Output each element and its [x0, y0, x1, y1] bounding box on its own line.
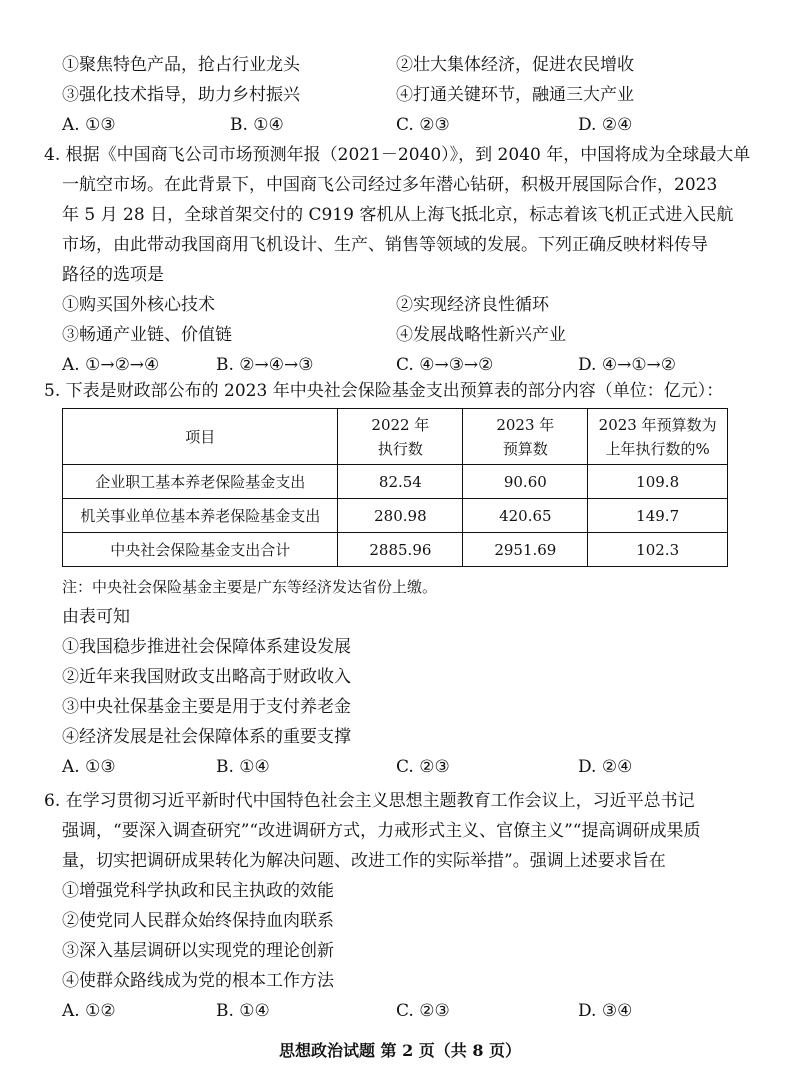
q3-choice-a[interactable]: A. ①③ — [62, 115, 116, 135]
table-header-2022 — [338, 409, 463, 465]
q3-option-4: ④打通关键环节，融通三大产业 — [396, 85, 634, 105]
table-cell: 420.65 — [463, 499, 588, 533]
q4-option-3: ③畅通产业链、价值链 — [62, 325, 232, 345]
q6-choice-b[interactable]: B. ①④ — [216, 1001, 270, 1021]
table-header-row — [63, 409, 728, 465]
q5-lead: 由表可知 — [62, 607, 130, 627]
q6-stem-line-3: 量，切实把调研成果转化为解决问题、改进工作的实际举措”。强调上述要求旨在 — [62, 851, 666, 871]
table-header-2023 — [463, 409, 588, 465]
q4-stem-line-1: 4. 根据《中国商飞公司市场预测年报（2021－2040）》，到 2040 年，中国将成为全球最大单 — [44, 145, 751, 165]
table-header-item: 项目 — [63, 409, 338, 465]
q5-option-4: ④经济发展是社会保障体系的重要支撑 — [62, 727, 351, 747]
q5-stem: 5. 下表是财政部公布的 2023 年中央社会保险基金支出预算表的部分内容（单位：亿元）： — [44, 381, 724, 401]
q4-stem-line-3: 年 5 月 28 日，全球首架交付的 C919 客机从上海飞抵北京，标志着该飞机正式进入民航 — [62, 205, 734, 225]
q3-option-1: ①聚焦特色产品，抢占行业龙头 — [62, 55, 300, 75]
table-cell: 中央社会保险基金支出合计 — [63, 533, 338, 567]
q4-option-4: ④发展战略性新兴产业 — [396, 325, 566, 345]
q3-option-2: ②壮大集体经济，促进农民增收 — [396, 55, 634, 75]
q3-choice-b[interactable]: B. ①④ — [230, 115, 284, 135]
page-footer: 思想政治试题 第 2 页（共 8 页） — [278, 1041, 522, 1060]
table-row — [63, 499, 728, 533]
q5-choice-c[interactable]: C. ②③ — [396, 757, 450, 777]
q6-choice-c[interactable]: C. ②③ — [396, 1001, 450, 1021]
q6-option-1: ①增强党科学执政和民主执政的效能 — [62, 881, 334, 901]
table-cell: 2951.69 — [463, 533, 588, 567]
table-cell: 280.98 — [338, 499, 463, 533]
q4-stem-line-4: 市场，由此带动我国商用飞机设计、生产、销售等领域的发展。下列正确反映材料传导 — [62, 235, 708, 255]
q3-choice-d[interactable]: D. ②④ — [578, 115, 633, 135]
q4-option-1: ①购买国外核心技术 — [62, 295, 215, 315]
table-row — [63, 533, 728, 567]
table-cell: 149.7 — [588, 499, 728, 533]
table-cell: 82.54 — [338, 465, 463, 499]
table-cell: 90.60 — [463, 465, 588, 499]
table-header-ratio — [588, 409, 728, 465]
q6-stem-line-2: 强调，“要深入调查研究”“改进调研方式，力戒形式主义、官僚主义”“提高调研成果质 — [62, 821, 701, 841]
q6-option-4: ④使群众路线成为党的根本工作方法 — [62, 971, 334, 991]
q5-note: 注：中央社会保险基金主要是广东等经济发达省份上缴。 — [62, 578, 438, 596]
table-cell: 102.3 — [588, 533, 728, 567]
q5-option-1: ①我国稳步推进社会保障体系建设发展 — [62, 637, 351, 657]
header-2023-text: 2023 年 预算数 — [496, 415, 555, 458]
table-row — [63, 465, 728, 499]
table-cell: 企业职工基本养老保险基金支出 — [63, 465, 338, 499]
q4-choice-b[interactable]: B. ②→④→③ — [216, 355, 314, 375]
q5-choice-b[interactable]: B. ①④ — [216, 757, 270, 777]
q4-choice-d[interactable]: D. ④→①→② — [578, 355, 677, 375]
header-2022-text: 2022 年 执行数 — [371, 415, 430, 458]
q6-choice-d[interactable]: D. ③④ — [578, 1001, 633, 1021]
q4-choice-a[interactable]: A. ①→②→④ — [62, 355, 160, 375]
q5-choice-a[interactable]: A. ①③ — [62, 757, 116, 777]
budget-table — [62, 408, 728, 567]
q5-option-3: ③中央社保基金主要是用于支付养老金 — [62, 697, 351, 717]
table-cell: 109.8 — [588, 465, 728, 499]
q5-option-2: ②近年来我国财政支出略高于财政收入 — [62, 667, 351, 687]
table-cell: 2885.96 — [338, 533, 463, 567]
q6-choice-a[interactable]: A. ①② — [62, 1001, 116, 1021]
q4-stem-line-5: 路径的选项是 — [62, 265, 164, 285]
q6-stem-line-1: 6. 在学习贯彻习近平新时代中国特色社会主义思想主题教育工作会议上，习近平总书记 — [44, 791, 695, 811]
q4-choice-c[interactable]: C. ④→③→② — [396, 355, 494, 375]
q4-stem-line-2: 一航空市场。在此背景下，中国商飞公司经过多年潜心钻研，积极开展国际合作，2023 — [62, 175, 718, 195]
q6-option-2: ②使党同人民群众始终保持血肉联系 — [62, 911, 334, 931]
table-cell: 机关事业单位基本养老保险基金支出 — [63, 499, 338, 533]
q6-option-3: ③深入基层调研以实现党的理论创新 — [62, 941, 334, 961]
q5-choice-d[interactable]: D. ②④ — [578, 757, 633, 777]
q3-choice-c[interactable]: C. ②③ — [396, 115, 450, 135]
q3-option-3: ③强化技术指导，助力乡村振兴 — [62, 85, 300, 105]
header-ratio-text: 2023 年预算数为 上年执行数的% — [598, 415, 717, 458]
q4-option-2: ②实现经济良性循环 — [396, 295, 549, 315]
